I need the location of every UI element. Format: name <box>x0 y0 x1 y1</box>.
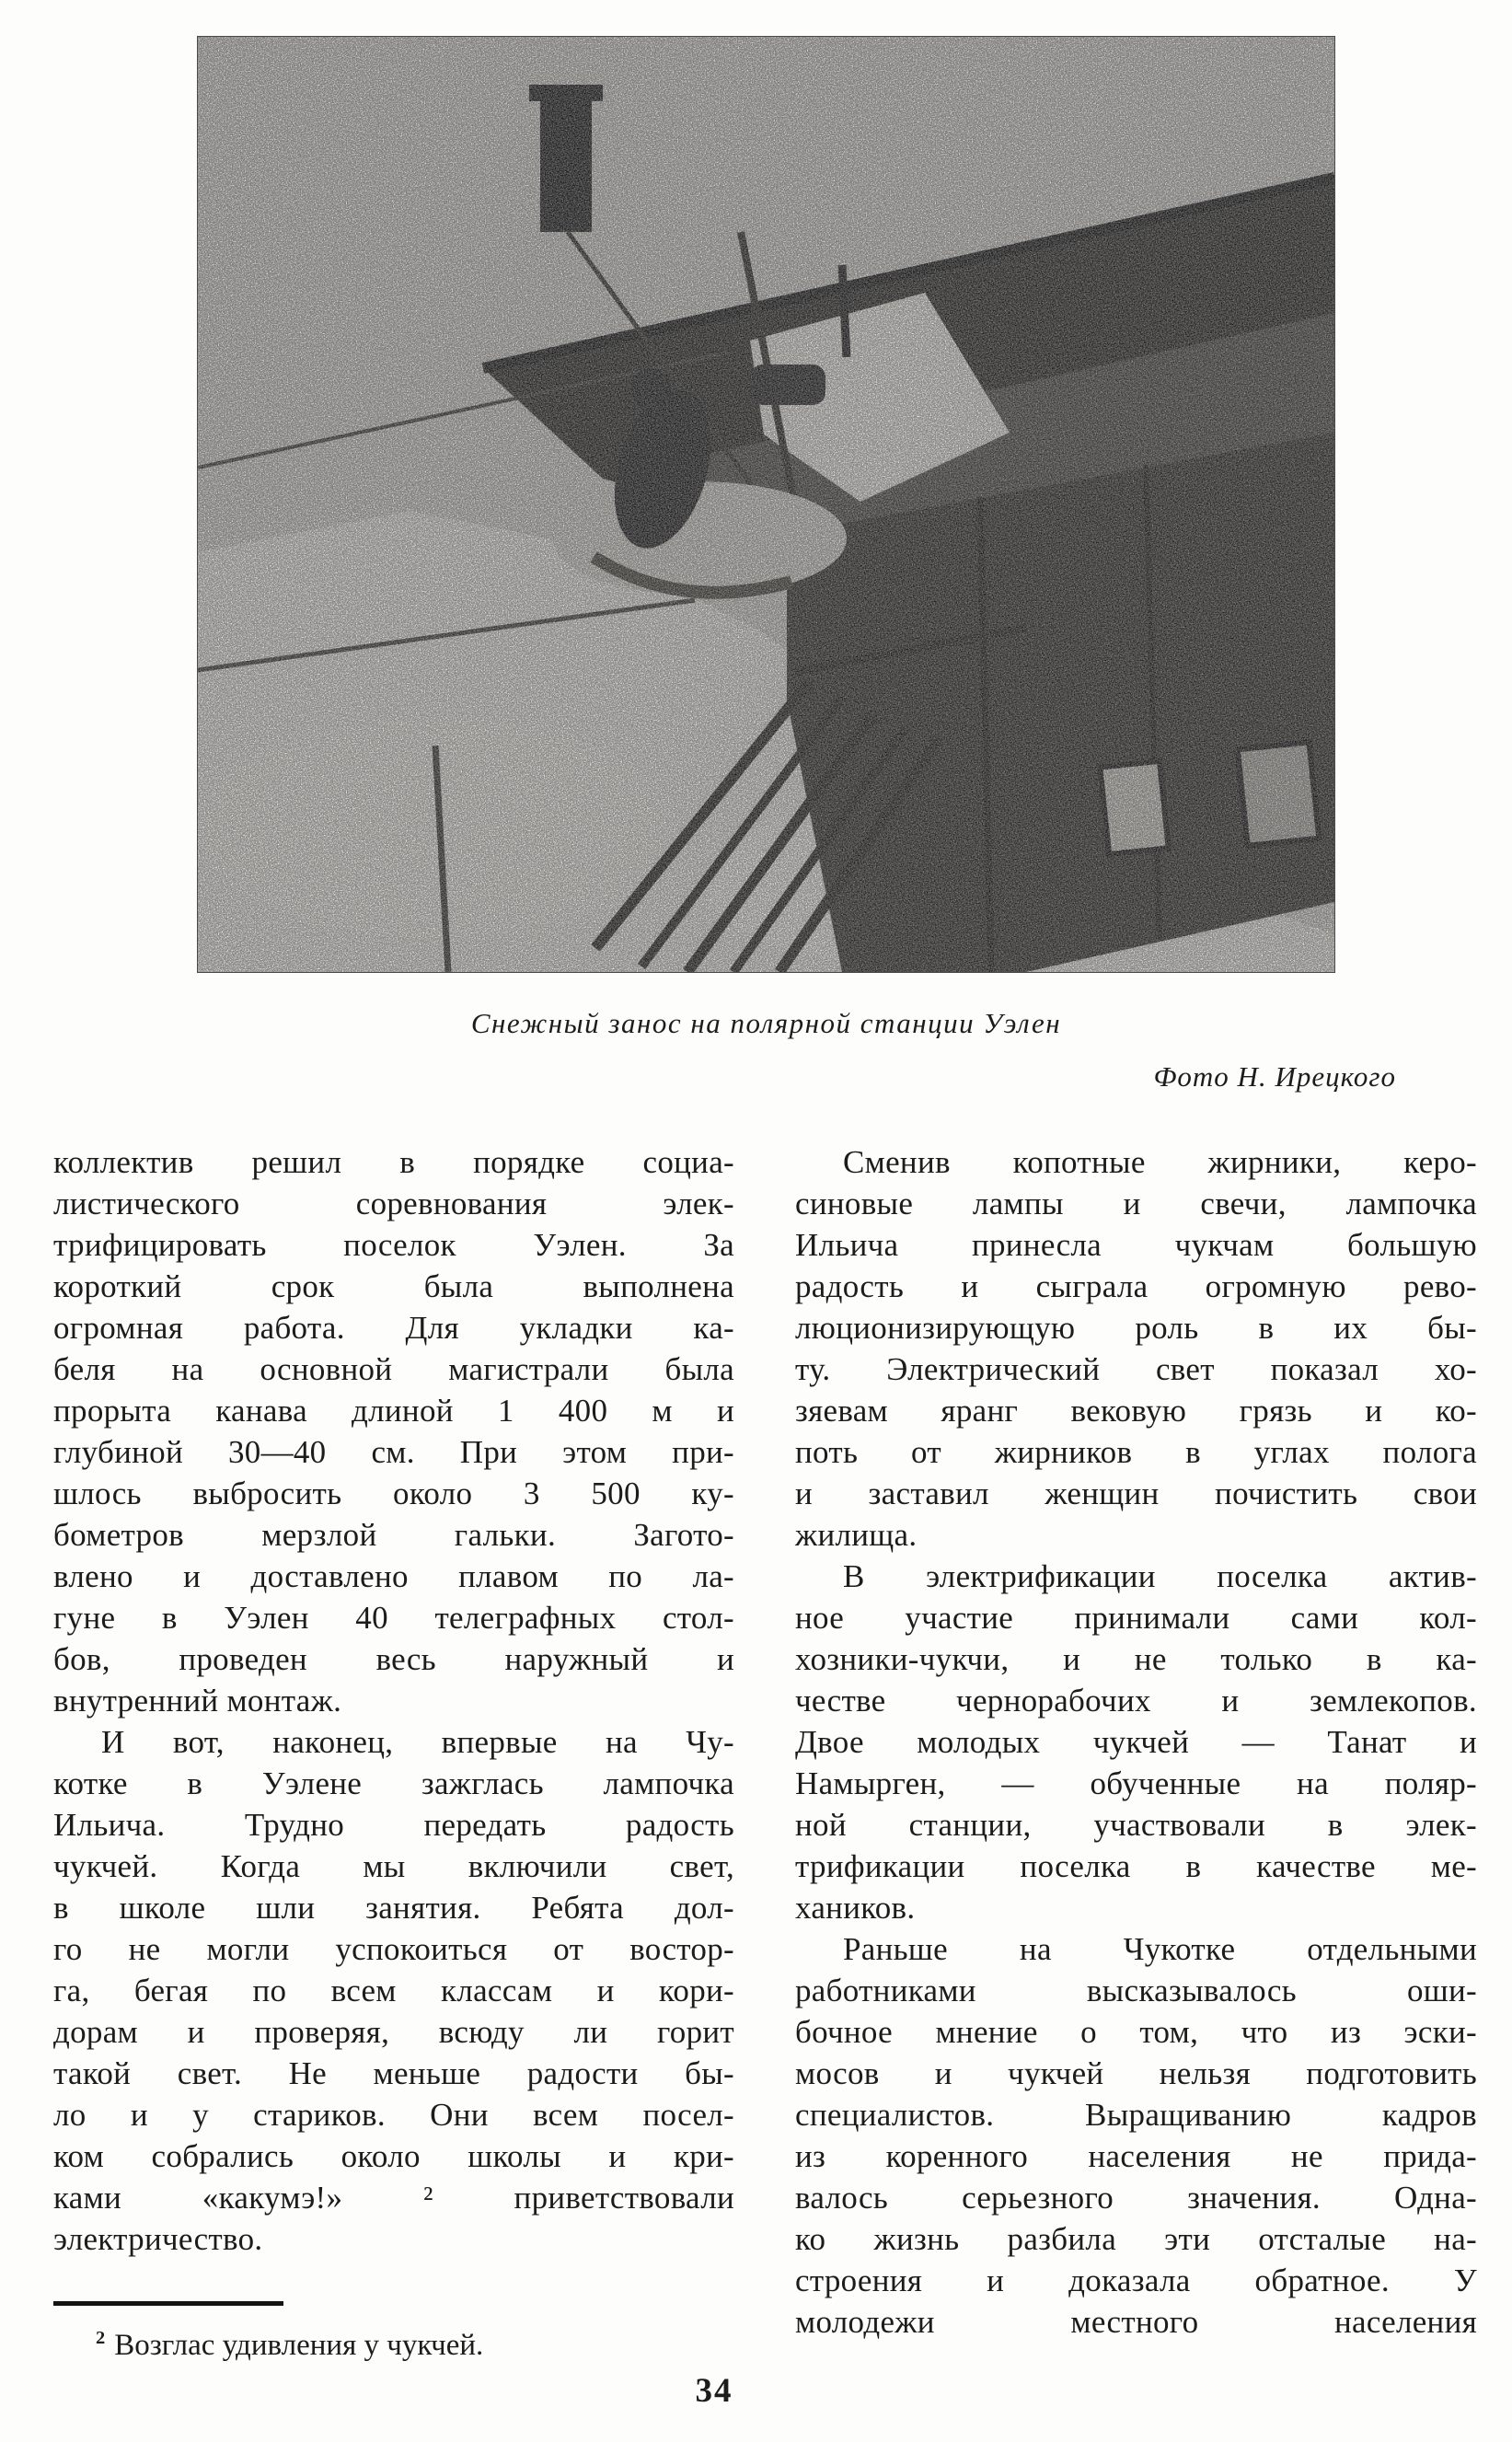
text-line: гуне в Уэлен 40 телеграфных стол- <box>53 1600 734 1636</box>
text-line: бометров мерзлой гальки. Загото- <box>53 1517 734 1553</box>
photo-caption: Снежный занос на полярной станции Уэлен <box>470 1007 1062 1039</box>
text-column-right <box>795 1141 1477 2343</box>
photo-grain-dark <box>198 37 1334 972</box>
text-line: ло и у стариков. Они всем посел- <box>53 2097 734 2133</box>
text-line: синовые лампы и свечи, лампочка <box>795 1186 1477 1221</box>
text-line: В электрификации поселка актив- <box>843 1558 1477 1594</box>
text-line: листического соревнования элек- <box>53 1186 734 1221</box>
text-line: ком собрались около школы и кри- <box>53 2138 734 2174</box>
text-line: внутренний монтаж. <box>53 1683 342 1719</box>
text-line: радость и сыграла огромную рево- <box>795 1268 1477 1304</box>
text-line: Ильича принесла чукчам большую <box>795 1227 1477 1263</box>
text-line: бов, проведен весь наружный и <box>53 1641 734 1677</box>
text-line: бочное мнение о том, что из эски- <box>795 2014 1477 2050</box>
photo-credit: Фото Н. Ирецкого <box>1153 1060 1396 1093</box>
text-line: из коренного населения не прида- <box>795 2138 1477 2174</box>
text-line: короткий срок была выполнена <box>53 1268 734 1304</box>
text-line: работниками высказывалось оши- <box>795 1973 1477 2008</box>
text-line: прорыта канава длиной 1 400 м и <box>53 1393 734 1429</box>
text-line: Двое молодых чукчей — Танат и <box>795 1724 1477 1760</box>
text-line: ко жизнь разбила эти отсталые на- <box>795 2221 1477 2257</box>
text-line: беля на основной магистрали была <box>53 1351 734 1387</box>
text-line: трифицировать поселок Уэлен. За <box>53 1227 734 1263</box>
footnote-text <box>53 2318 734 2366</box>
text-line: зяевам яранг вековую грязь и ко- <box>795 1393 1477 1429</box>
text-line: Намырген, — обученные на поляр- <box>795 1765 1477 1801</box>
text-line: Сменив копотные жирники, керо- <box>843 1144 1477 1180</box>
text-line: шлось выбросить около 3 500 ку- <box>53 1476 734 1511</box>
text-line: И вот, наконец, впервые на Чу- <box>101 1724 734 1760</box>
text-line: га, бегая по всем классам и кори- <box>53 1973 734 2008</box>
text-line: Раньше на Чукотке отдельными <box>843 1931 1477 1967</box>
text-line: люционизирующую роль в их бы- <box>795 1310 1477 1346</box>
text-line: честве чернорабочих и землекопов. <box>795 1683 1477 1719</box>
footnote-marker: 2 <box>96 2328 106 2348</box>
text-line: хаников. <box>795 1890 916 1926</box>
text-line: хозники-чукчи, и не только в ка- <box>795 1641 1477 1677</box>
text-line: в школе шли занятия. Ребята дол- <box>53 1890 734 1926</box>
text-line: Ильича. Трудно передать радость <box>53 1807 734 1843</box>
text-line: жилища. <box>795 1517 918 1553</box>
footnote <box>53 2301 734 2366</box>
text-line: специалистов. Выращиванию кадров <box>795 2097 1477 2133</box>
text-line: поть от жирников в углах полога <box>795 1434 1477 1470</box>
text-line: коллектив решил в порядке социа- <box>53 1144 734 1180</box>
text-line: го не могли успокоиться от востор- <box>53 1931 734 1967</box>
photo-illustration <box>198 37 1334 972</box>
text-line: строения и доказала обратное. У <box>795 2263 1477 2298</box>
text-line: глубиной 30—40 см. При этом при- <box>53 1434 734 1470</box>
text-line: молодежи местного населения <box>795 2304 1477 2340</box>
text-line: влено и доставлено плавом по ла- <box>53 1558 734 1594</box>
text-line: ту. Электрический свет показал хо- <box>795 1351 1477 1387</box>
text-line: котке в Уэлене зажглась лампочка <box>53 1765 734 1801</box>
text-line: и заставил женщин почистить свои <box>795 1476 1477 1511</box>
text-line: валось серьезного значения. Одна- <box>795 2180 1477 2216</box>
text-line: электричество. <box>53 2221 263 2257</box>
text-line: такой свет. Не меньше радости бы- <box>53 2055 734 2091</box>
text-line: чукчей. Когда мы включили свет, <box>53 1848 734 1884</box>
text-line: ками «какумэ!» ² приветствовали <box>53 2180 734 2216</box>
footnote-rule <box>53 2301 283 2306</box>
photo-snowdrift-uelen <box>198 37 1334 972</box>
text-line: дорам и проверяя, всюду ли горит <box>53 2014 734 2050</box>
text-column-left <box>53 1141 734 2260</box>
text-line: мосов и чукчей нельзя подготовить <box>795 2055 1477 2091</box>
text-line: ное участие принимали сами кол- <box>795 1600 1477 1636</box>
text-line: трификации поселка в качестве ме- <box>795 1848 1477 1884</box>
footnote-body: Возглас удивления у чукчей. <box>114 2329 484 2362</box>
page-number: 34 <box>695 2372 733 2410</box>
text-line: ной станции, участвовали в элек- <box>795 1807 1477 1843</box>
text-line: огромная работа. Для укладки ка- <box>53 1310 734 1346</box>
